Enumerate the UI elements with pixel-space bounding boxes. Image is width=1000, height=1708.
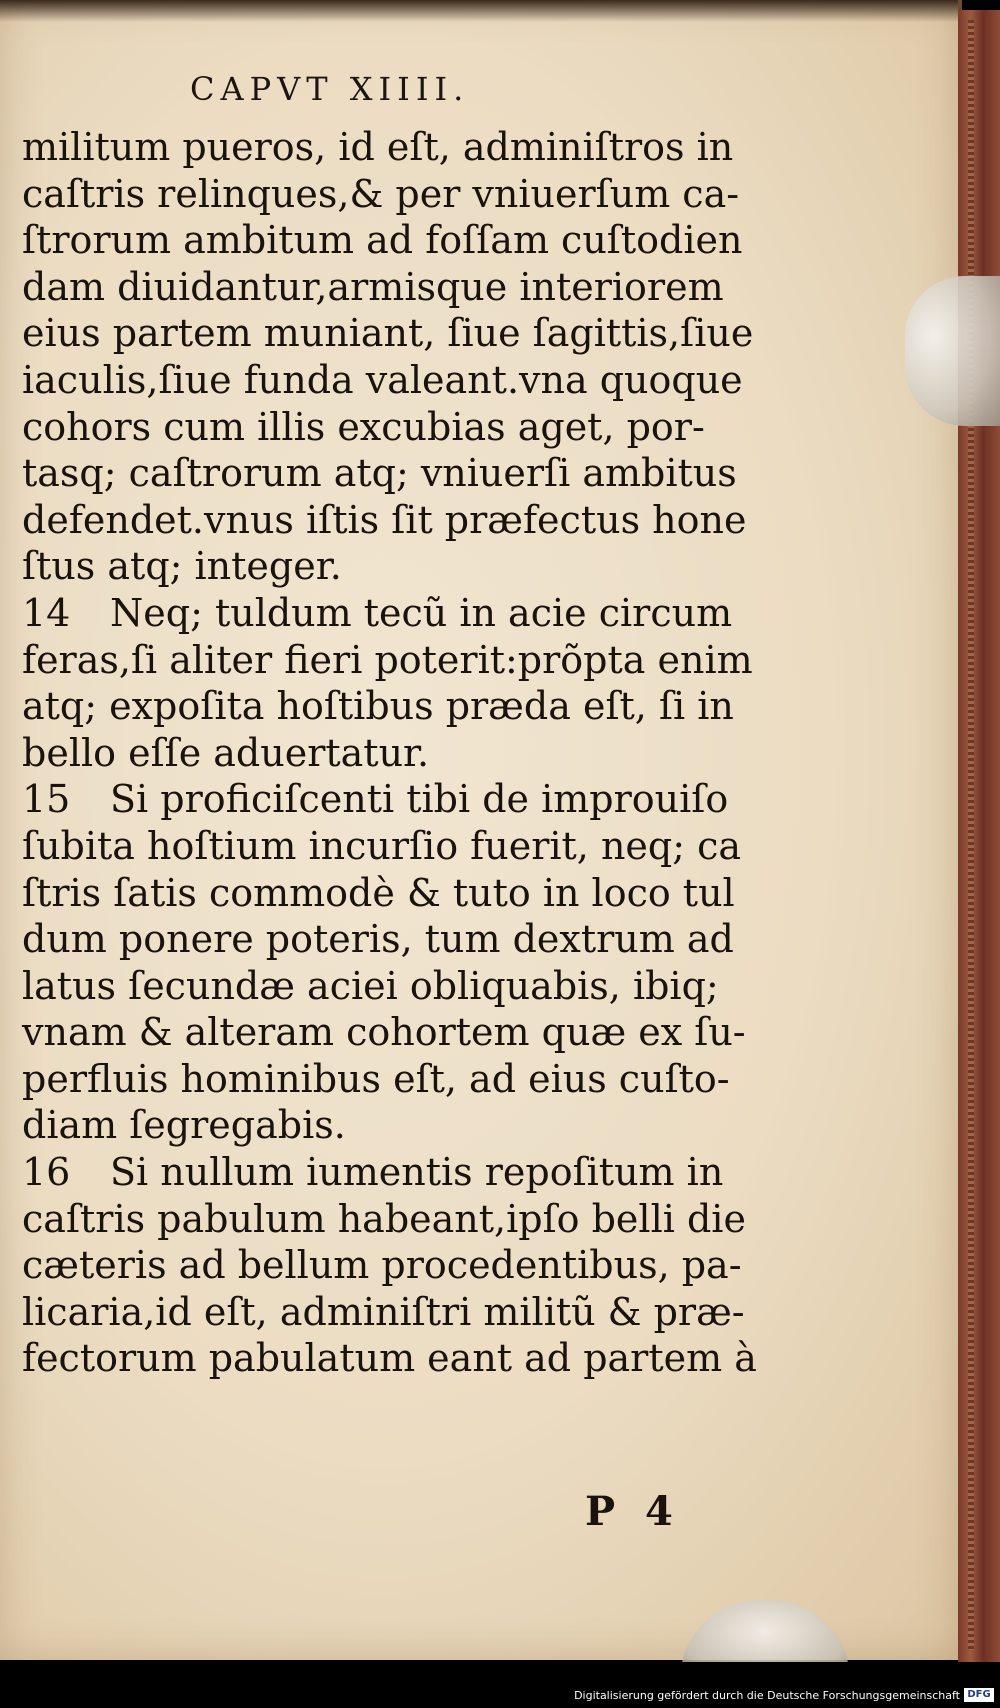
text-line [22,963,762,1010]
page-clip [905,276,1000,426]
line-text: ſtrorum ambitum ad foſſam cuſtodien [22,218,743,263]
text-line [22,916,762,963]
line-text: fectorum pabulatum eant ad partem à [22,1336,757,1381]
line-text: dam diuidantur,armisque interiorem [22,264,724,309]
text-line [22,217,762,264]
line-text: tasq; caſtrorum atq; vniuerſi ambitus [22,451,737,496]
text-line [22,404,762,451]
text-line [22,730,762,777]
line-text: cohors cum illis excubias aget, por- [22,404,705,449]
text-line [22,1056,762,1103]
page-top-shadow [0,0,958,22]
line-text: eius partem muniant, ſiue ſagittis,ſiue [22,311,754,356]
line-text: militum pueros, id eſt, adminiſtros in [22,125,734,169]
text-line [22,1102,762,1149]
text-line [22,683,762,730]
line-text: licaria,id eſt, adminiſtri militũ & præ- [22,1289,745,1334]
line-text: ſtris ſatis commodè & tuto in loco tul [22,870,735,915]
text-line [22,776,762,823]
text-line [22,543,762,590]
text-line [22,264,762,311]
line-text: atq; expoſita hoſtibus præda eſt, ſi in [22,684,734,729]
chapter-header: CAPVT XIIII. [190,70,470,108]
line-text: Si proficiſcenti tibi de improuiſo [110,777,729,822]
text-line [22,1196,762,1243]
text-line [22,450,762,497]
paragraph-number: 16 [22,1150,71,1195]
text-block [22,124,762,1382]
text-line [22,124,762,171]
line-text: perfluis hominibus eſt, ad eius cuſto- [22,1056,730,1101]
text-line [22,1242,762,1289]
text-line [22,590,762,637]
book-edge-stripes [968,20,974,1650]
line-text: defendet.vnus iſtis ſit præfectus hone [22,497,747,542]
book-edge [958,10,1000,1662]
text-line [22,310,762,357]
text-line [22,1009,762,1056]
paragraph-number: 15 [22,777,71,822]
line-text: latus ſecundæ aciei obliquabis, ibiq; [22,963,719,1008]
line-text: Si nullum iumentis repoſitum in [110,1150,724,1195]
line-text: Neq; tuldum tecũ in acie circum [110,590,733,635]
text-line [22,1149,762,1196]
text-line [22,357,762,404]
text-line [22,1335,762,1382]
line-text: iaculis,ſiue funda valeant.vna quoque [22,357,743,402]
line-text: cæteris ad bellum procedentibus, pa- [22,1243,742,1288]
line-text: diam ſegregabis. [22,1103,346,1148]
signature-mark: P 4 [585,1488,681,1535]
digitization-credit: Digitalisierung gefördert durch die Deutsche Forschungsgemeinschaft [574,1689,960,1702]
line-text: ſtus atq; integer. [22,544,342,589]
paragraph-number: 14 [22,590,71,635]
text-line [22,171,762,218]
line-text: feras,ſi aliter fieri poterit:prõpta enim [22,637,753,682]
text-line [22,1289,762,1336]
text-line [22,823,762,870]
text-line [22,870,762,917]
dfg-logo: DFG [964,1688,994,1702]
line-text: caſtris pabulum habeant,ipſo belli die [22,1196,746,1241]
line-text: bello eſſe aduertatur. [22,730,430,775]
line-text: vnam & alteram cohortem quæ ex ſu- [22,1010,746,1055]
line-text: dum ponere poteris, tum dextrum ad [22,917,734,962]
text-line [22,637,762,684]
text-line [22,497,762,544]
line-text: caſtris relinques,& per vniuerſum ca- [22,171,740,216]
line-text: ſubita hoſtium incurſio fuerit, neq; ca [22,823,742,868]
